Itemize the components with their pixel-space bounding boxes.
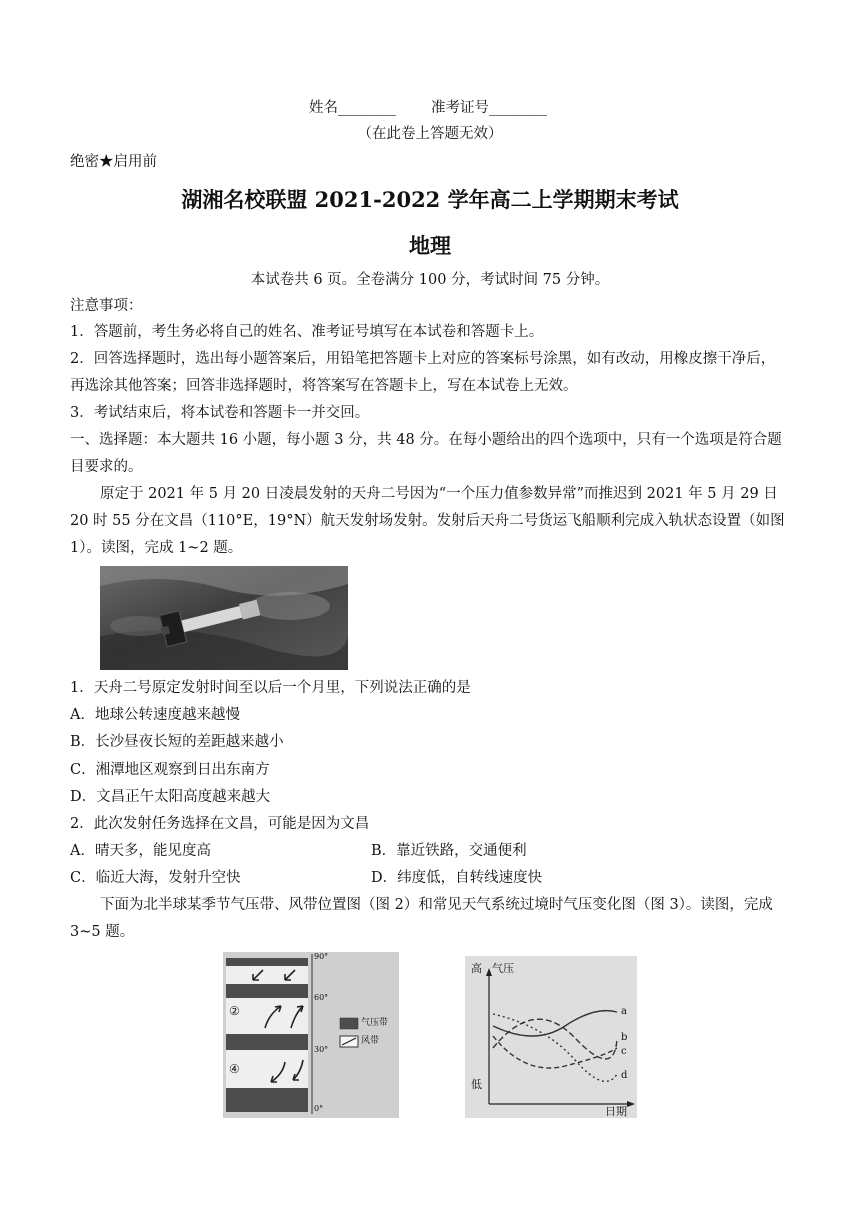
- figure-1-spacecraft-photo: [100, 566, 348, 670]
- belt-number-label: ②: [229, 1004, 240, 1018]
- exam-info: 本试卷共 6 页。全卷满分 100 分，考试时间 75 分钟。: [250, 272, 610, 288]
- secret-mark: 绝密★启用前: [70, 154, 157, 170]
- passage-line: 3~5 题。: [70, 924, 135, 940]
- y-axis-title: 气压: [492, 962, 514, 975]
- exam-title: 湖湘名校联盟 2021-2022 学年高二上学期期末考试: [181, 187, 679, 212]
- question-2-option-c: C．临近大海，发射升空快: [70, 870, 241, 886]
- x-axis-title: 日期: [605, 1105, 627, 1118]
- subject-title: 地理: [409, 233, 451, 258]
- passage-line: 原定于 2021 年 5 月 20 日凌晨发射的天舟二号因为“一个压力值参数异常”而推迟到 2021 年 5 月 29 日: [100, 486, 778, 502]
- curve-label-d: d: [621, 1070, 628, 1081]
- latitude-label: 30°: [314, 1045, 329, 1054]
- passage-line: 20 时 55 分在文昌（110°E，19°N）航天发射场发射。发射后天舟二号货运飞船顺利完成入轨状态设置（如图: [70, 513, 785, 529]
- belt-number-label: ④: [229, 1062, 240, 1076]
- notice-item: 1．答题前，考生务必将自己的姓名、准考证号填写在本试卷和答题卡上。: [70, 324, 544, 340]
- question-1-option-b: B．长沙昼夜长短的差距越来越小: [70, 734, 284, 750]
- question-1-option-a: A．地球公转速度越来越慢: [70, 707, 240, 723]
- legend-pressure-belt: 气压带: [361, 1018, 389, 1028]
- figure-2-pressure-wind-belts: [223, 952, 399, 1118]
- notice-item: 再选涂其他答案；回答非选择题时，将答案写在答题卡上，写在本试卷上无效。: [70, 378, 578, 394]
- figure-3-pressure-change-chart: [465, 956, 637, 1118]
- y-axis-low-label: 低: [471, 1078, 482, 1091]
- name-field-label: 姓名________: [309, 100, 396, 116]
- curve-label-b: b: [621, 1032, 628, 1043]
- notice-heading: 注意事项：: [70, 298, 143, 314]
- notice-item: 2．回答选择题时，选出每小题答案后，用铅笔把答题卡上对应的答案标号涂黑，如有改动，用橡皮擦干净后，: [70, 351, 776, 367]
- question-2-option-a: A．晴天多，能见度高: [70, 843, 211, 859]
- latitude-label: 90°: [314, 952, 329, 961]
- question-1-option-c: C．湘潭地区观察到日出东南方: [70, 762, 270, 778]
- passage-line: 1）。读图，完成 1~2 题。: [70, 540, 243, 556]
- exam-id-field-label: 准考证号________: [431, 100, 547, 116]
- question-2-stem: 2．此次发射任务选择在文昌，可能是因为文昌: [70, 816, 370, 832]
- notice-item: 3．考试结束后，将本试卷和答题卡一并交回。: [70, 405, 370, 421]
- passage-line: 下面为北半球某季节气压带、风带位置图（图 2）和常见天气系统过境时气压变化图（图 3）。读图，完成: [100, 897, 773, 913]
- latitude-label: 0°: [314, 1104, 324, 1113]
- question-1-option-d: D．文昌正午太阳高度越来越大: [70, 789, 271, 805]
- question-2-option-d: D．纬度低，自转线速度快: [371, 870, 543, 886]
- section-heading-cont: 目要求的。: [70, 459, 143, 475]
- curve-label-c: c: [621, 1046, 627, 1057]
- section-heading: 一、选择题：本大题共 16 小题，每小题 3 分，共 48 分。在每小题给出的四个选项中，只有一个选项是符合题: [70, 432, 782, 448]
- curve-label-a: a: [621, 1006, 627, 1017]
- answer-invalid-note: （在此卷上答题无效）: [357, 126, 503, 142]
- legend-wind-belt: 风带: [361, 1036, 380, 1046]
- question-1-stem: 1．天舟二号原定发射时间至以后一个月里，下列说法正确的是: [70, 680, 471, 696]
- question-2-option-b: B．靠近铁路，交通便利: [371, 843, 527, 859]
- latitude-label: 60°: [314, 993, 329, 1002]
- y-axis-high-label: 高: [471, 962, 482, 975]
